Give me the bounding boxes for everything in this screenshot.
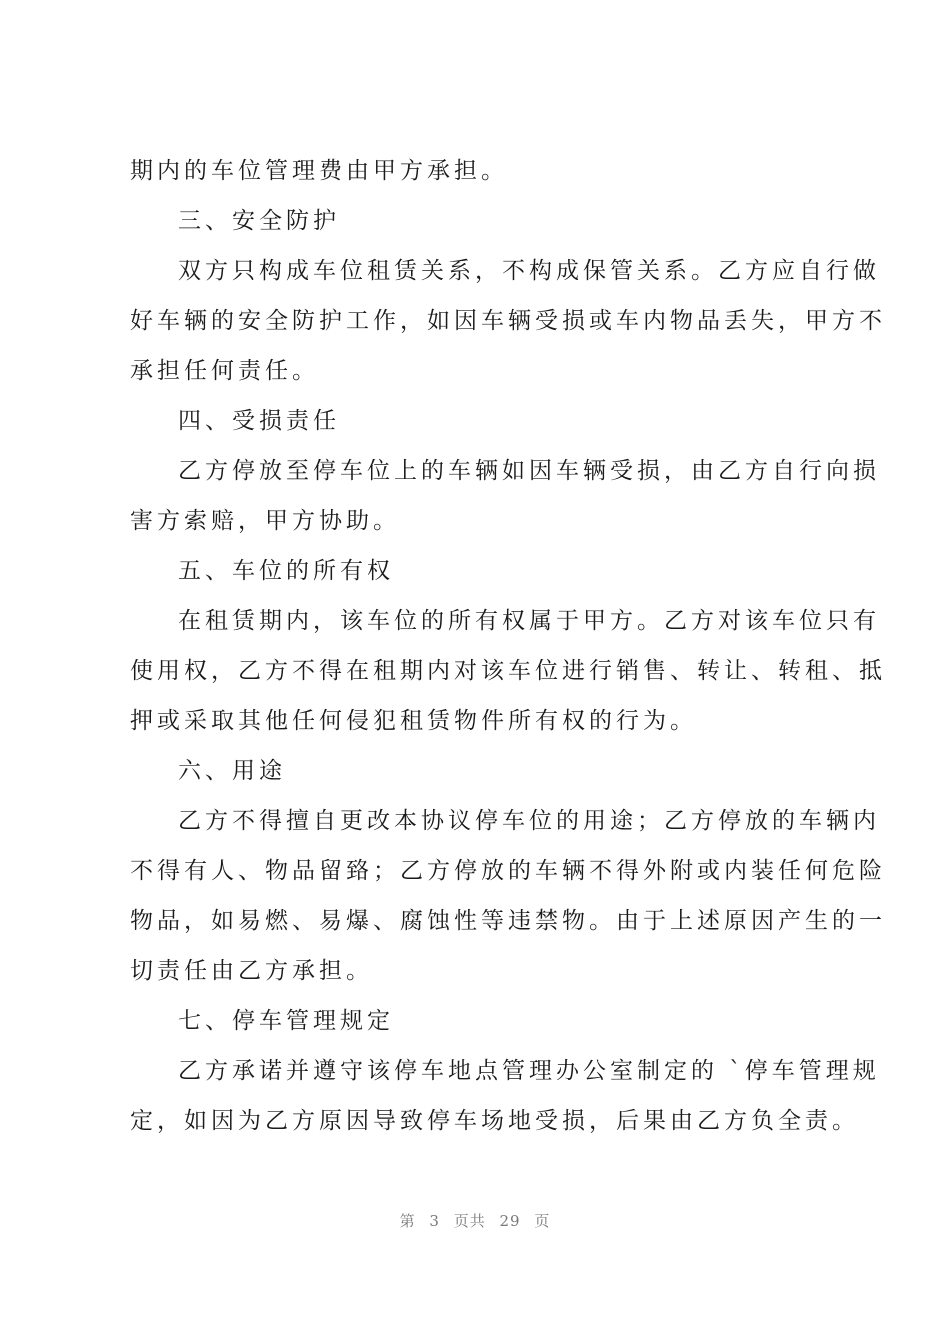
paragraph-line: 定，如因为乙方原因导致停车场地受损，后果由乙方负全责。 [130, 1108, 859, 1134]
section-heading-parking-rules: 七、停车管理规定 [178, 1008, 394, 1034]
section-heading-damage: 四、受损责任 [178, 408, 340, 434]
paragraph-line: 乙方承诺并遵守该停车地点管理办公室制定的 `停车管理规 [178, 1058, 880, 1084]
paragraph-line: 乙方不得擅自更改本协议停车位的用途；乙方停放的车辆内 [178, 808, 880, 834]
paragraph-line: 期内的车位管理费由甲方承担。 [130, 158, 508, 184]
paragraph-line: 乙方停放至停车位上的车辆如因车辆受损，由乙方自行向损 [178, 458, 880, 484]
paragraph-line: 在租赁期内，该车位的所有权属于甲方。乙方对该车位只有 [178, 608, 880, 634]
paragraph-line: 使用权，乙方不得在租期内对该车位进行销售、转让、转租、抵 [130, 658, 886, 684]
paragraph-line: 不得有人、物品留臵；乙方停放的车辆不得外附或内装任何危险 [130, 858, 886, 884]
section-heading-safety: 三、安全防护 [178, 208, 340, 234]
paragraph-line: 物品，如易燃、易爆、腐蚀性等违禁物。由于上述原因产生的一 [130, 908, 886, 934]
paragraph-line: 押或采取其他任何侵犯租赁物件所有权的行为。 [130, 708, 697, 734]
section-heading-ownership: 五、车位的所有权 [178, 558, 394, 584]
paragraph-line: 承担任何责任。 [130, 358, 319, 384]
page-number-footer: 第 3 页共 29 页 [399, 1212, 551, 1230]
paragraph-line: 切责任由乙方承担。 [130, 958, 373, 984]
section-heading-usage: 六、用途 [178, 758, 286, 784]
paragraph-line: 双方只构成车位租赁关系，不构成保管关系。乙方应自行做 [178, 258, 880, 284]
paragraph-line: 害方索赔，甲方协助。 [130, 508, 400, 534]
paragraph-line: 好车辆的安全防护工作，如因车辆受损或车内物品丢失，甲方不 [130, 308, 886, 334]
document-body [130, 146, 886, 1146]
